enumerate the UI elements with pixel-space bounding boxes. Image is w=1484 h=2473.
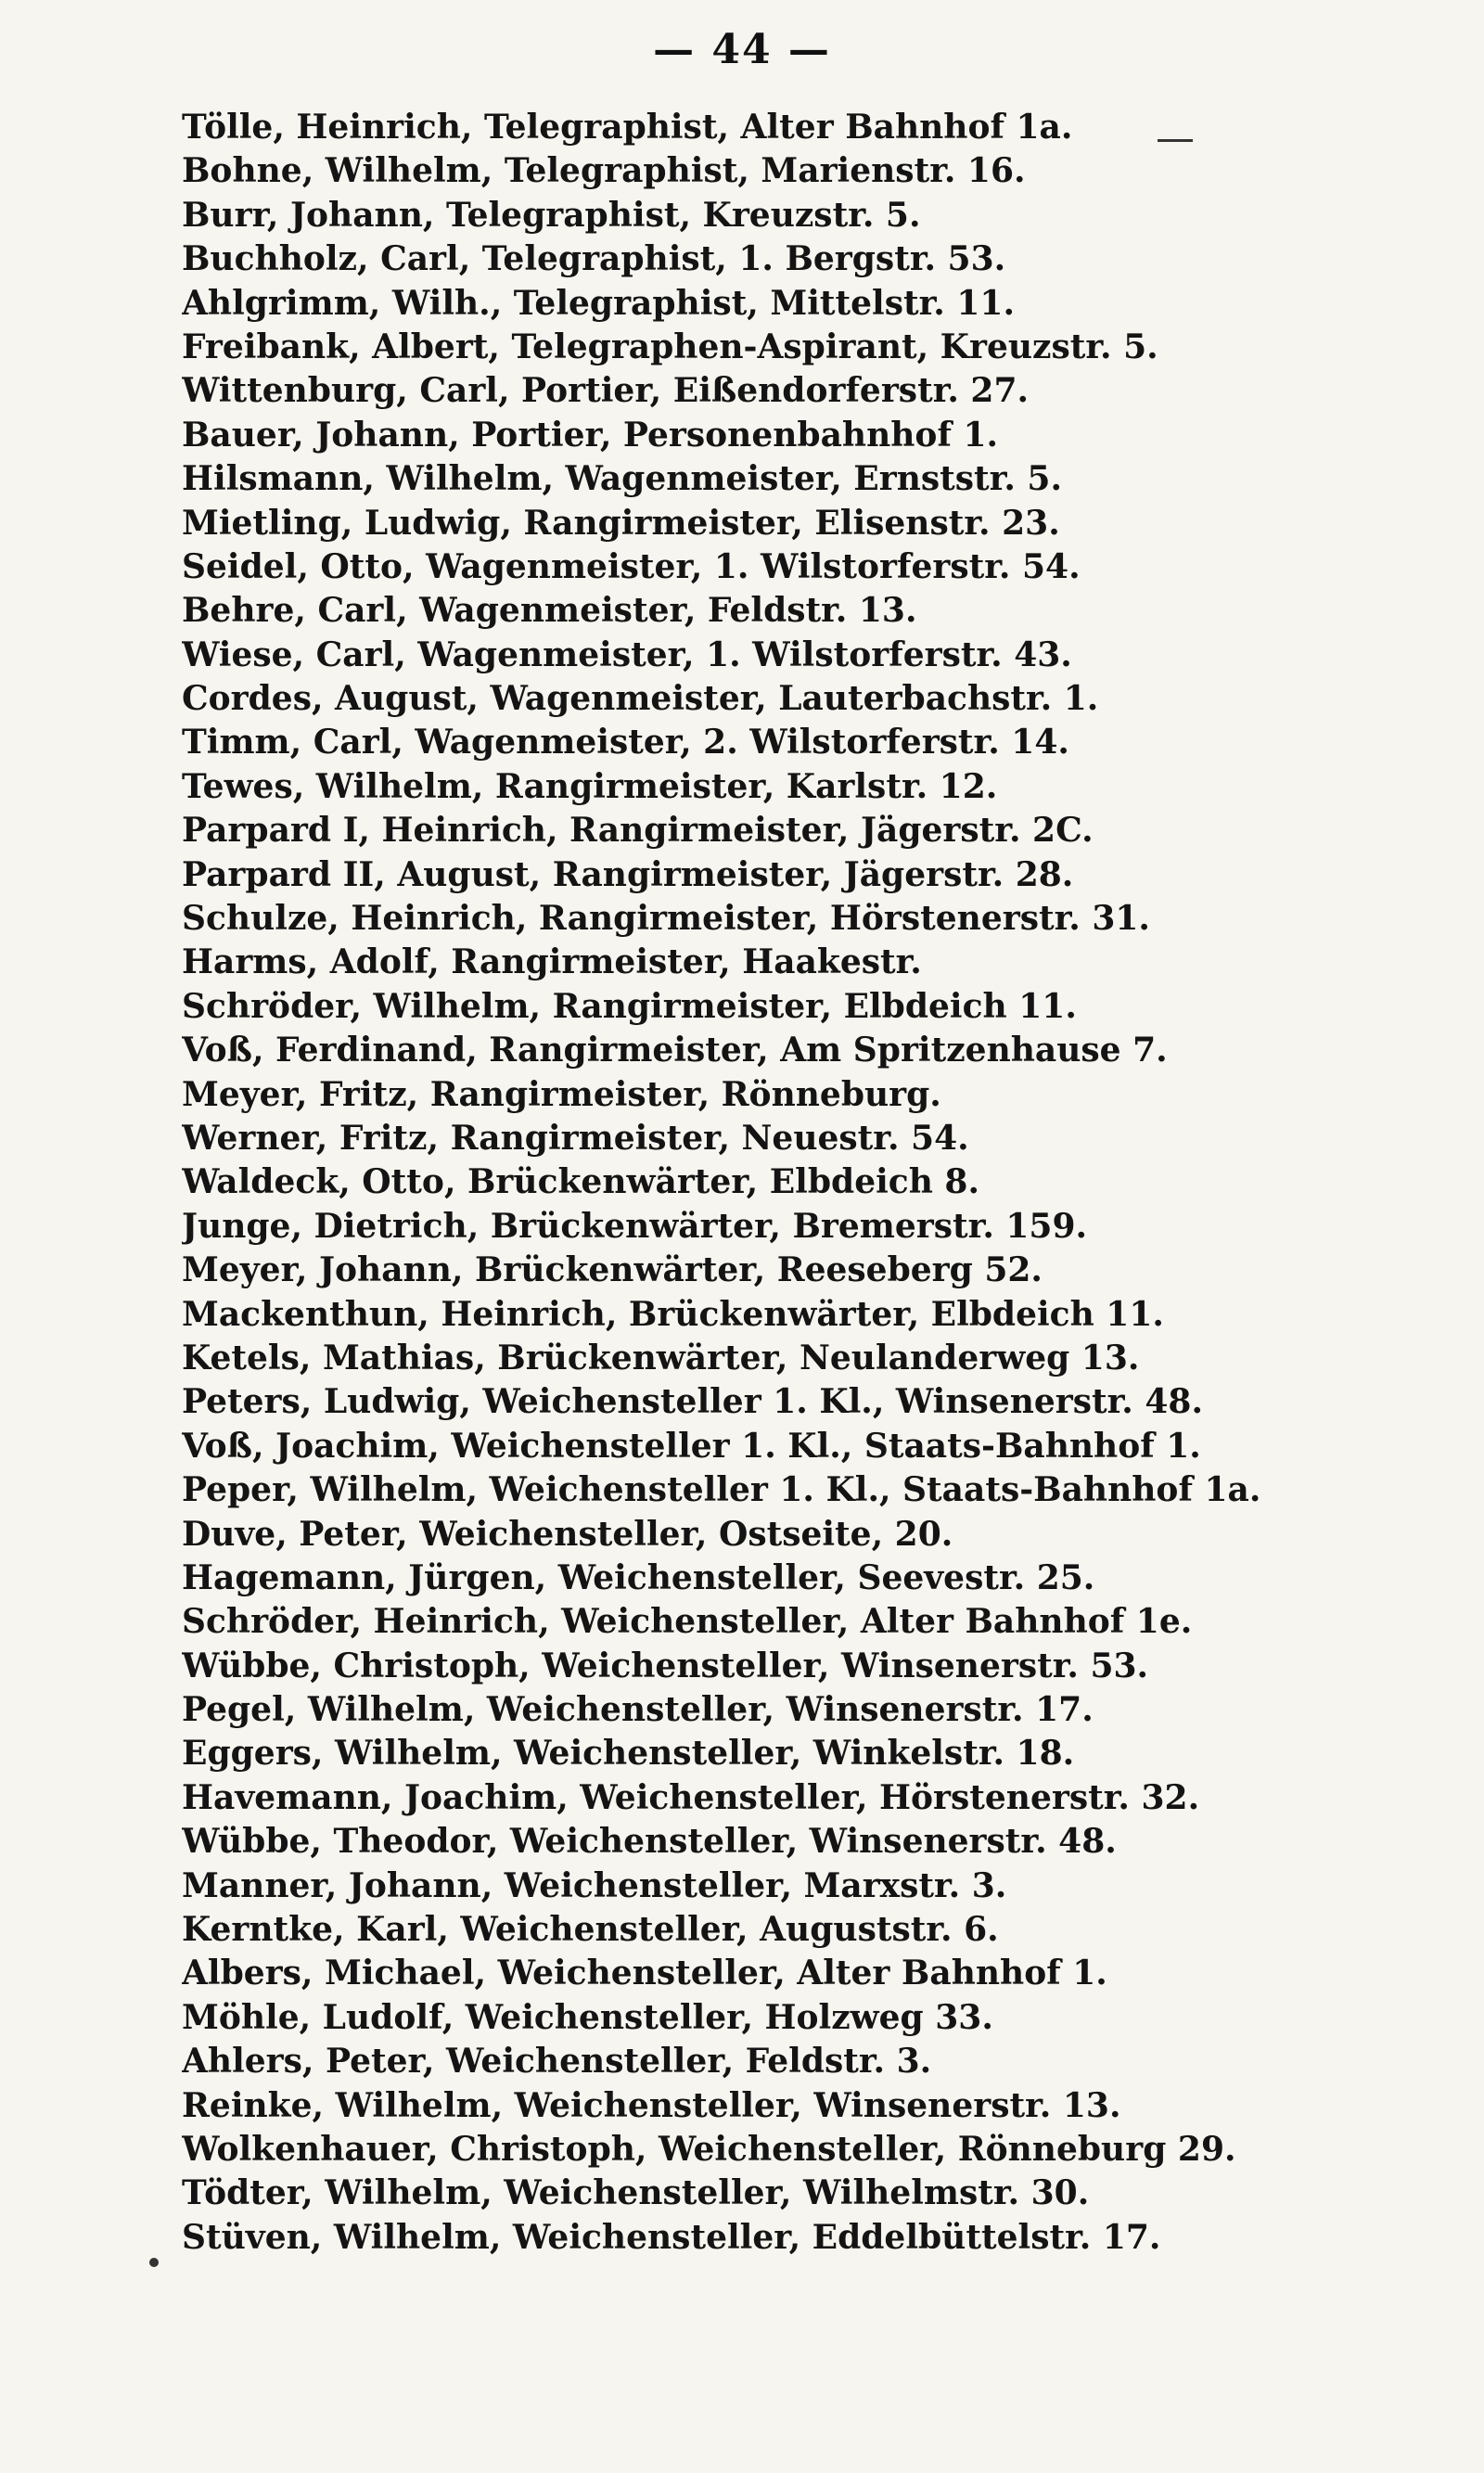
directory-entry: Cordes, August, Wagenmeister, Lauterbachstr. 1.: [182, 679, 1099, 719]
directory-entry: Wiese, Carl, Wagenmeister, 1. Wilstorferstr. 43.: [182, 634, 1072, 674]
directory-entry: Mackenthun, Heinrich, Brückenwärter, Elbdeich 11.: [182, 1294, 1164, 1334]
directory-entry: Hilsmann, Wilhelm, Wagenmeister, Ernststr. 5.: [182, 459, 1062, 499]
directory-entry: Albers, Michael, Weichensteller, Alter Bahnhof 1.: [182, 1954, 1107, 1993]
margin-dot-mark: [149, 2258, 159, 2267]
directory-entry: Bauer, Johann, Portier, Personenbahnhof 1.: [182, 415, 999, 455]
directory-entry: Wübbe, Christoph, Weichensteller, Winsenerstr. 53.: [182, 1646, 1149, 1685]
directory-entry: Voß, Joachim, Weichensteller 1. Kl., Staats-Bahnhof 1.: [182, 1426, 1201, 1466]
directory-entry: Havemann, Joachim, Weichensteller, Hörstenerstr. 32.: [182, 1777, 1200, 1817]
directory-entry: Wolkenhauer, Christoph, Weichensteller, Rönneburg 29.: [182, 2129, 1236, 2169]
directory-entry: Reinke, Wilhelm, Weichensteller, Winsenerstr. 13.: [182, 2085, 1121, 2125]
directory-entry: Kerntke, Karl, Weichensteller, Auguststr. 6.: [182, 1910, 999, 1950]
directory-entry: Buchholz, Carl, Telegraphist, 1. Bergstr. 53.: [182, 239, 1006, 279]
directory-entry: Möhle, Ludolf, Weichensteller, Holzweg 33.: [182, 1997, 993, 2037]
directory-entry: Tödter, Wilhelm, Weichensteller, Wilhelmstr. 30.: [182, 2173, 1090, 2213]
directory-entry: Tewes, Wilhelm, Rangirmeister, Karlstr. 12.: [182, 766, 998, 806]
directory-entry: Timm, Carl, Wagenmeister, 2. Wilstorferstr. 14.: [182, 723, 1069, 762]
directory-entry: Hagemann, Jürgen, Weichensteller, Seevestr. 25.: [182, 1557, 1095, 1597]
directory-entry: Eggers, Wilhelm, Weichensteller, Winkelstr. 18.: [182, 1734, 1075, 1774]
directory-entry: Werner, Fritz, Rangirmeister, Neuestr. 54.: [182, 1118, 969, 1158]
directory-entry: Peters, Ludwig, Weichensteller 1. Kl., Winsenerstr. 48.: [182, 1382, 1204, 1422]
page-number: — 44 —: [653, 26, 831, 73]
directory-entry: Duve, Peter, Weichensteller, Ostseite, 20.: [182, 1514, 953, 1554]
directory-entry-list: [182, 106, 1452, 2260]
directory-entry: Parpard I, Heinrich, Rangirmeister, Jägerstr. 2C.: [182, 811, 1094, 851]
directory-entry: Parpard II, August, Rangirmeister, Jägerstr. 28.: [182, 854, 1074, 894]
directory-entry: Peper, Wilhelm, Weichensteller 1. Kl., Staats-Bahnhof 1a.: [182, 1470, 1261, 1510]
directory-entry: Harms, Adolf, Rangirmeister, Haakestr.: [182, 942, 922, 982]
directory-entry: Bohne, Wilhelm, Telegraphist, Marienstr. 16.: [182, 151, 1026, 191]
directory-entry: Pegel, Wilhelm, Weichensteller, Winsenerstr. 17.: [182, 1690, 1094, 1730]
directory-entry: Meyer, Fritz, Rangirmeister, Rönneburg.: [182, 1074, 941, 1114]
directory-entry: Behre, Carl, Wagenmeister, Feldstr. 13.: [182, 591, 917, 631]
directory-entry: Seidel, Otto, Wagenmeister, 1. Wilstorferstr. 54.: [182, 546, 1081, 586]
directory-entry: Wittenburg, Carl, Portier, Eißendorferstr. 27.: [182, 371, 1030, 411]
directory-entry: Stüven, Wilhelm, Weichensteller, Eddelbüttelstr. 17.: [182, 2217, 1161, 2257]
directory-entry: Ahlgrimm, Wilh., Telegraphist, Mittelstr. 11.: [182, 283, 1015, 323]
directory-entry: Freibank, Albert, Telegraphen-Aspirant, Kreuzstr. 5.: [182, 327, 1158, 366]
directory-entry: Schulze, Heinrich, Rangirmeister, Hörstenerstr. 31.: [182, 899, 1150, 939]
directory-entry: Wübbe, Theodor, Weichensteller, Winsenerstr. 48.: [182, 1822, 1117, 1862]
directory-entry: Voß, Ferdinand, Rangirmeister, Am Spritzenhause 7.: [182, 1031, 1168, 1070]
directory-entry: Meyer, Johann, Brückenwärter, Reeseberg 52.: [182, 1250, 1043, 1290]
directory-entry: Ahlers, Peter, Weichensteller, Feldstr. 3.: [182, 2042, 932, 2082]
directory-entry: Tölle, Heinrich, Telegraphist, Alter Bahnhof 1a.: [182, 108, 1073, 147]
directory-entry: Waldeck, Otto, Brückenwärter, Elbdeich 8.: [182, 1162, 979, 1202]
directory-entry: Manner, Johann, Weichensteller, Marxstr. 3.: [182, 1865, 1007, 1905]
directory-entry: Schröder, Wilhelm, Rangirmeister, Elbdeich 11.: [182, 986, 1077, 1026]
directory-entry: Junge, Dietrich, Brückenwärter, Bremerstr. 159.: [182, 1206, 1088, 1246]
directory-entry: Schröder, Heinrich, Weichensteller, Alter Bahnhof 1e.: [182, 1602, 1193, 1642]
directory-entry: Burr, Johann, Telegraphist, Kreuzstr. 5.: [182, 195, 921, 235]
directory-entry: Ketels, Mathias, Brückenwärter, Neulanderweg 13.: [182, 1338, 1140, 1377]
directory-entry: Mietling, Ludwig, Rangirmeister, Elisenstr. 23.: [182, 503, 1060, 543]
